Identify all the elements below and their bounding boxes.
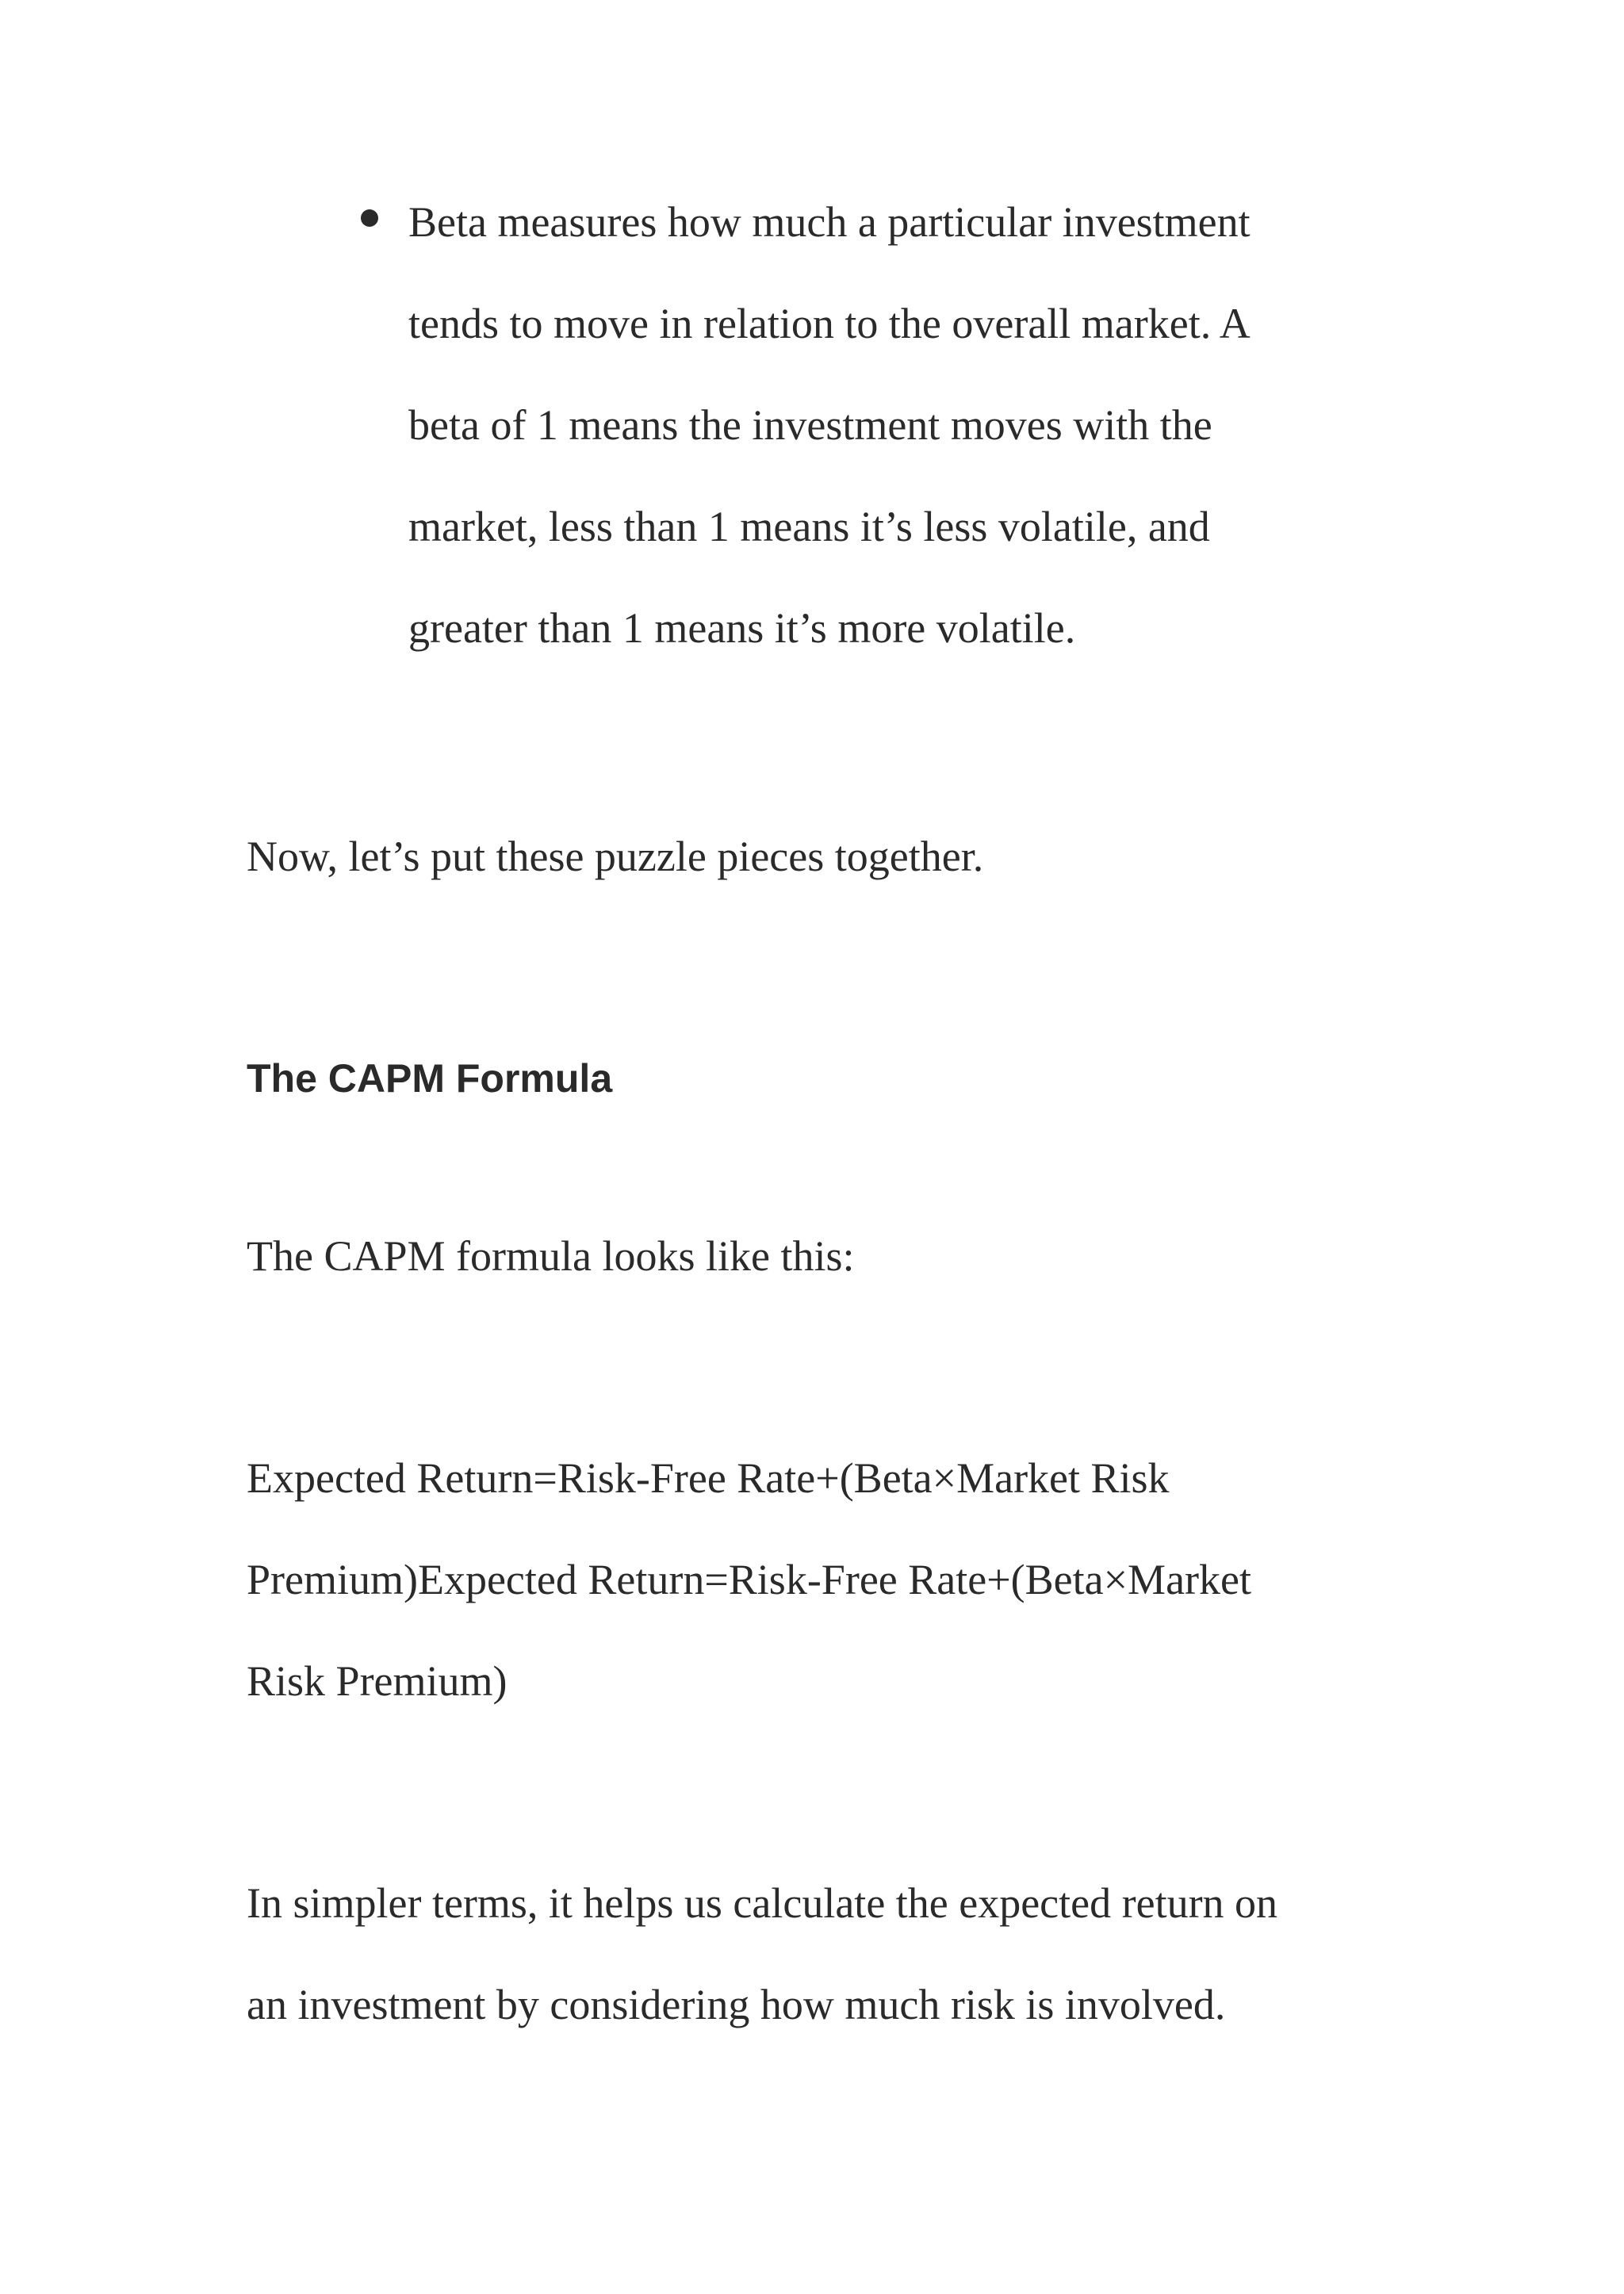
- bullet-line: market, less than 1 means it’s less volatile, and: [408, 503, 1210, 550]
- formula-intro-paragraph: [247, 1205, 1420, 1307]
- bullet-line: greater than 1 means it’s more volatile.: [408, 604, 1076, 652]
- bullet-line: Beta measures how much a particular investment: [408, 198, 1251, 246]
- section-heading: The CAPM Formula: [247, 1056, 613, 1101]
- formula-line: Risk Premium): [247, 1657, 508, 1705]
- formula-line: Premium)Expected Return=Risk-Free Rate+(Beta×Market: [247, 1556, 1251, 1603]
- summary-paragraph: [247, 1852, 1420, 2055]
- formula-paragraph: [247, 1427, 1420, 1732]
- bullet-text: [408, 171, 1360, 679]
- paragraph-line: The CAPM formula looks like this:: [247, 1232, 855, 1280]
- paragraph-line: In simpler terms, it helps us calculate the expected return on: [247, 1879, 1278, 1927]
- bullet-line: tends to move in relation to the overall market. A: [408, 300, 1251, 347]
- paragraph-line: an investment by considering how much risk is involved.: [247, 1981, 1226, 2028]
- transition-paragraph: [247, 806, 1420, 907]
- formula-line: Expected Return=Risk-Free Rate+(Beta×Market Risk: [247, 1454, 1170, 1502]
- paragraph-line: Now, let’s put these puzzle pieces together.: [247, 833, 984, 880]
- bullet-icon: [361, 209, 378, 227]
- bullet-line: beta of 1 means the investment moves with the: [408, 401, 1212, 449]
